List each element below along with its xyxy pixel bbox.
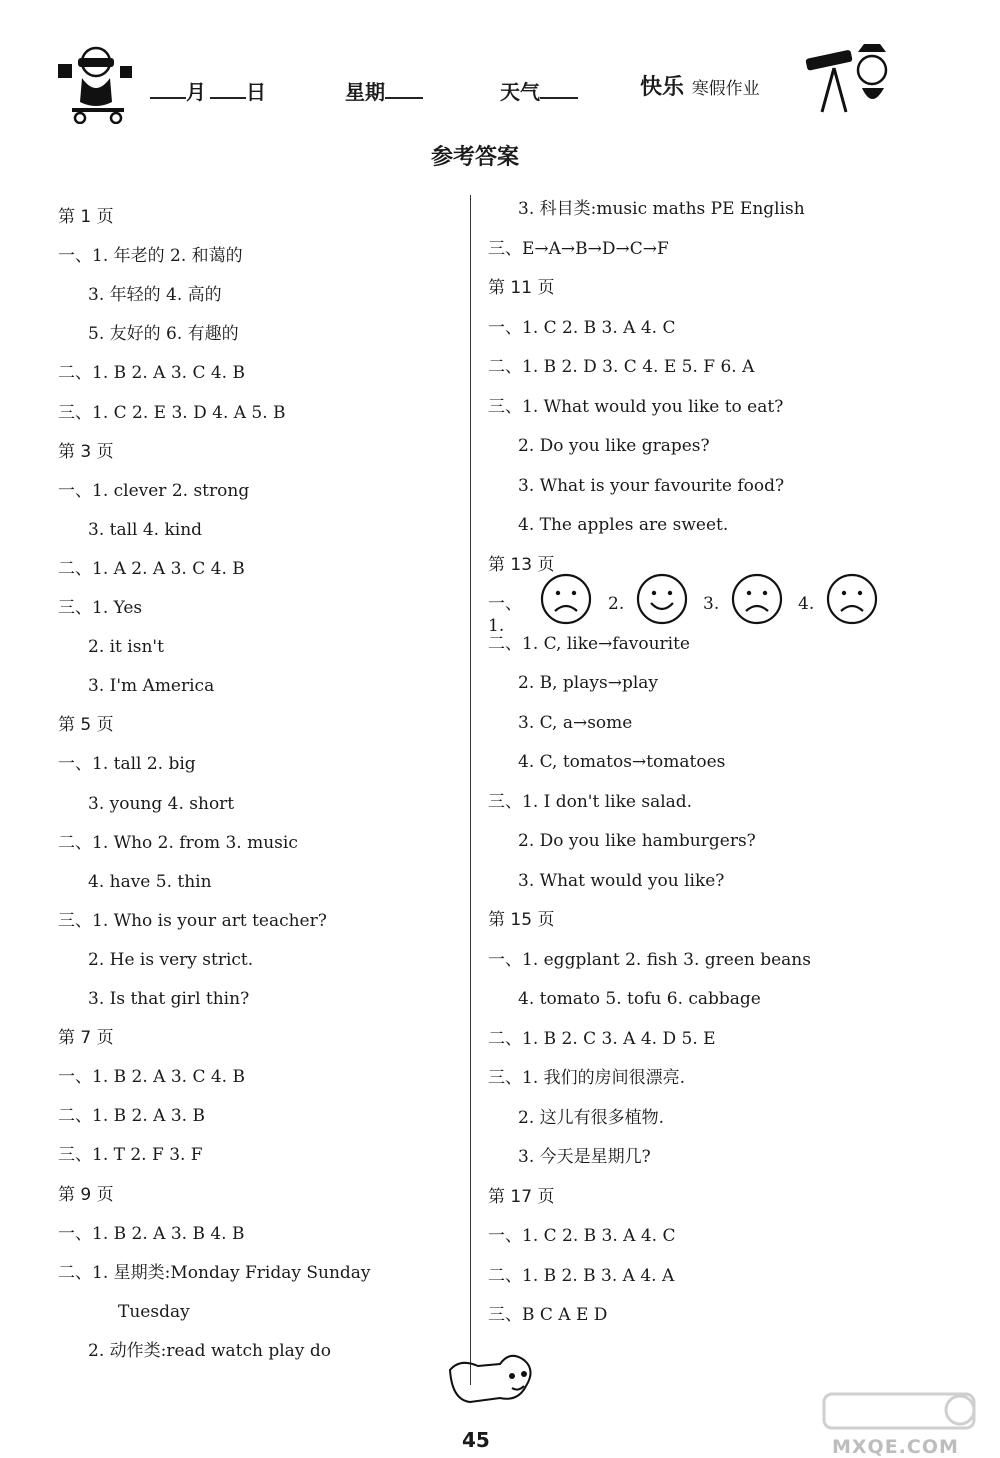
answer-line: 一、1. C 2. B 3. A 4. C bbox=[488, 317, 676, 338]
answer-line: 2. Do you like hamburgers? bbox=[518, 831, 756, 851]
answer-line: 二、1. B 2. A 3. C 4. B bbox=[58, 363, 245, 384]
answer-line: 二、1. Who 2. from 3. music bbox=[58, 832, 298, 853]
answer-line: 一、1. B 2. A 3. C 4. B bbox=[58, 1067, 245, 1088]
answer-line: 二、1. B 2. D 3. C 4. E 5. F 6. A bbox=[488, 357, 755, 377]
face-answer-label: 一、1. bbox=[488, 594, 522, 636]
answer-line: 3. 年轻的 4. 高的 bbox=[88, 285, 222, 306]
answer-line: 3. C, a→some bbox=[518, 712, 633, 733]
answer-line: 2. Do you like grapes? bbox=[518, 436, 710, 456]
date-day-field: 日 bbox=[210, 76, 266, 105]
answer-line: 三、1. Who is your art teacher? bbox=[58, 910, 327, 931]
section-heading: 第 13 页 bbox=[488, 554, 555, 575]
column-divider bbox=[470, 195, 471, 1385]
section-heading: 第 15 页 bbox=[488, 910, 555, 930]
weekday-field: 星期 bbox=[345, 76, 423, 105]
cartoon-skater-icon bbox=[52, 40, 144, 124]
sad-face-icon bbox=[540, 573, 592, 625]
answer-line: 二、1. B 2. C 3. A 4. D 5. E bbox=[488, 1028, 716, 1049]
answer-line: 二、1. C, like→favourite bbox=[488, 633, 690, 654]
answer-line: 一、1. clever 2. strong bbox=[58, 480, 250, 501]
answer-line: 一、1. tall 2. big bbox=[58, 754, 196, 775]
happy-face-icon bbox=[636, 573, 688, 625]
section-heading: 第 17 页 bbox=[488, 1186, 555, 1207]
answer-line: 2. 这儿有很多植物. bbox=[518, 1107, 665, 1128]
answer-line: 2. B, plays→play bbox=[518, 673, 659, 693]
answer-line: 三、1. 我们的房间很漂亮. bbox=[488, 1068, 686, 1088]
answer-line: 3. 科目类:music maths PE English bbox=[518, 199, 805, 219]
answer-line: 一、1. B 2. A 3. B 4. B bbox=[58, 1223, 245, 1244]
answer-line: Tuesday bbox=[118, 1301, 190, 1322]
page-title: 参考答案 bbox=[430, 145, 519, 170]
answer-line: 5. 友好的 6. 有趣的 bbox=[88, 324, 239, 345]
answer-line: 一、1. eggplant 2. fish 3. green beans bbox=[488, 949, 811, 970]
answer-line: 3. I'm America bbox=[88, 676, 215, 697]
answer-line: 2. 动作类:read watch play do bbox=[88, 1340, 331, 1361]
section-heading: 第 1 页 bbox=[58, 207, 114, 227]
sad-face-icon bbox=[731, 573, 783, 625]
answer-line: 3. Is that girl thin? bbox=[88, 989, 250, 1009]
answer-line: 三、1. C 2. E 3. D 4. A 5. B bbox=[58, 402, 286, 423]
answer-line: 2. He is very strict. bbox=[88, 949, 254, 970]
watermark-text: MXQE.COM bbox=[832, 1436, 959, 1458]
answer-line: 3. young 4. short bbox=[88, 793, 235, 814]
answer-line: 三、1. T 2. F 3. F bbox=[58, 1145, 203, 1166]
section-heading: 第 3 页 bbox=[58, 441, 114, 462]
answer-line: 三、1. Yes bbox=[58, 598, 143, 618]
answer-line: 4. C, tomatos→tomatoes bbox=[518, 752, 726, 772]
cartoon-telescope-icon bbox=[800, 40, 900, 120]
section-heading: 第 5 页 bbox=[58, 715, 114, 736]
answer-line: 二、1. B 2. B 3. A 4. A bbox=[488, 1265, 675, 1286]
answer-line: 三、B C A E D bbox=[488, 1305, 608, 1325]
weather-field: 天气 bbox=[500, 76, 578, 105]
answer-line: 二、1. 星期类:Monday Friday Sunday bbox=[58, 1262, 371, 1283]
date-month-field: 月 bbox=[150, 76, 206, 105]
answer-line: 4. The apples are sweet. bbox=[518, 515, 729, 535]
face-answer-label: 4. bbox=[798, 594, 815, 614]
answer-line: 三、1. I don't like salad. bbox=[488, 791, 693, 812]
page-header bbox=[0, 0, 1000, 140]
answer-line: 二、1. B 2. A 3. B bbox=[58, 1106, 205, 1127]
page-number: 45 bbox=[462, 1428, 490, 1452]
answer-line: 3. 今天是星期几? bbox=[518, 1147, 651, 1167]
answer-line: 一、1. C 2. B 3. A 4. C bbox=[488, 1226, 676, 1246]
answer-line: 3. What is your favourite food? bbox=[518, 475, 785, 496]
brand-title: 快乐 寒假作业 bbox=[640, 75, 760, 100]
answer-line: 二、1. A 2. A 3. C 4. B bbox=[58, 558, 245, 579]
section-heading: 第 9 页 bbox=[58, 1184, 114, 1205]
answer-line: 4. have 5. thin bbox=[88, 871, 212, 892]
answer-line: 三、E→A→B→D→C→F bbox=[488, 238, 669, 259]
answer-line: 3. tall 4. kind bbox=[88, 519, 203, 540]
answer-line: 三、1. What would you like to eat? bbox=[488, 396, 784, 417]
sad-face-icon bbox=[826, 573, 878, 625]
answer-line: 一、1. 年老的 2. 和蔼的 bbox=[58, 246, 243, 267]
section-heading: 第 11 页 bbox=[488, 278, 555, 298]
answer-line: 2. it isn't bbox=[88, 637, 164, 658]
page-number-mascot-icon bbox=[440, 1340, 550, 1420]
answer-line: 4. tomato 5. tofu 6. cabbage bbox=[518, 989, 761, 1009]
face-answer-label: 2. bbox=[608, 594, 625, 614]
answer-line: 3. What would you like? bbox=[518, 870, 725, 891]
section-heading: 第 7 页 bbox=[58, 1028, 114, 1049]
face-answer-label: 3. bbox=[703, 594, 720, 614]
